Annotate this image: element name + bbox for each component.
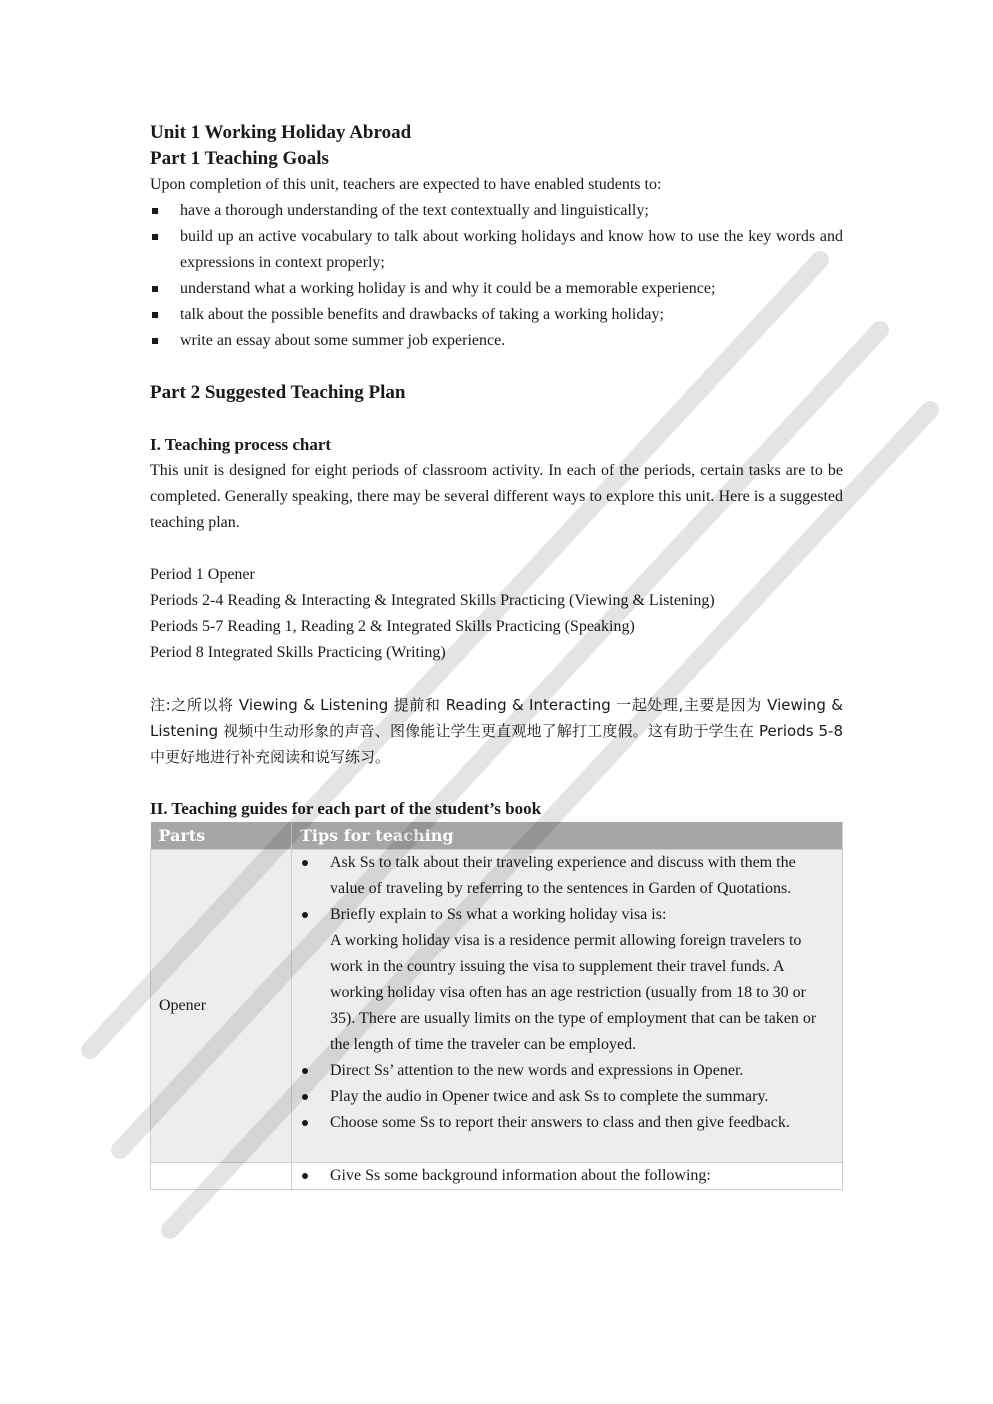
tips-cell bbox=[292, 850, 843, 1163]
section2-heading: II. Teaching guides for each part of the student’s book bbox=[150, 799, 542, 818]
section1-heading: I. Teaching process chart bbox=[150, 435, 332, 454]
period-item: Period 1 Opener bbox=[150, 566, 255, 583]
document-page bbox=[150, 120, 843, 1190]
tip-emphasis: Opener bbox=[693, 1062, 740, 1079]
tip-text: . bbox=[739, 1062, 744, 1079]
teaching-guides-table bbox=[150, 822, 843, 1190]
tip-emphasis: Garden of Quotations bbox=[648, 880, 788, 897]
tip-item: Give Ss some background information about the following: bbox=[292, 1163, 832, 1189]
visa-definition: A working holiday visa is a residence permit allowing foreign travelers to work in the country issuing the visa to supplement their travel funds. A working holiday visa often has an age restriction (usually from 18 to 30 or 35). There are usually limits on the type of employment that can be taken or the length of time the traveler can be employed. bbox=[330, 932, 817, 1053]
table-row bbox=[151, 850, 843, 1163]
table-row bbox=[151, 1163, 843, 1190]
goals-intro: Upon completion of this unit, teachers are expected to have enabled students to: bbox=[150, 176, 662, 193]
table-header-row bbox=[151, 822, 843, 850]
tips-list bbox=[292, 850, 832, 928]
tip-text: . bbox=[787, 880, 792, 897]
teaching-goals-list bbox=[150, 198, 843, 354]
tip-text: Play the audio in bbox=[330, 1088, 442, 1105]
chinese-note: 注:之所以将 Viewing & Listening 提前和 Reading & Interacting 一起处理,主要是因为 Viewing & Listening 视频中生动形象的声音、图像能让学生更直观地了解打工度假。这有助于学生在 Periods 5-8 中更好地进行补充阅读和说写练习。 bbox=[150, 696, 843, 766]
period-item: Periods 5-7 Reading 1, Reading 2 & Integrated Skills Practicing (Speaking) bbox=[150, 618, 635, 635]
period-item: Periods 2-4 Reading & Interacting & Integrated Skills Practicing (Viewing & Listening) bbox=[150, 592, 715, 609]
tip-item bbox=[292, 850, 832, 902]
tips-list bbox=[292, 1163, 832, 1189]
tip-emphasis: Opener bbox=[441, 1088, 490, 1105]
goal-item: build up an active vocabulary to talk about working holidays and know how to use the key words and expressions in context properly; bbox=[150, 224, 843, 276]
goal-item: talk about the possible benefits and drawbacks of taking a working holiday; bbox=[150, 302, 843, 328]
goal-item: understand what a working holiday is and why it could be a memorable experience; bbox=[150, 276, 843, 302]
tip-text: twice and ask Ss to complete the summary. bbox=[489, 1088, 769, 1105]
unit-title: Unit 1 Working Holiday Abroad bbox=[150, 122, 412, 143]
section1-paragraph: This unit is designed for eight periods of classroom activity. In each of the periods, certain tasks are to be completed. Generally speaking, there may be several different ways to explore this unit. Here is a suggested teaching plan. bbox=[150, 462, 843, 531]
goal-item: write an essay about some summer job experience. bbox=[150, 328, 843, 354]
tip-item bbox=[292, 1084, 832, 1110]
tip-item: Choose some Ss to report their answers to class and then give feedback. bbox=[292, 1110, 832, 1136]
period-item: Period 8 Integrated Skills Practicing (Writing) bbox=[150, 644, 446, 661]
tips-list bbox=[292, 1058, 832, 1136]
part-cell bbox=[151, 1163, 292, 1190]
goal-item: have a thorough understanding of the text contextually and linguistically; bbox=[150, 198, 843, 224]
part2-title: Part 2 Suggested Teaching Plan bbox=[150, 382, 406, 403]
tip-text: Ask Ss to talk about their traveling experience and discuss with them the value of traveling by referring to the sentences in bbox=[330, 854, 796, 897]
header-tips: Tips for teaching bbox=[292, 822, 843, 850]
tip-item bbox=[292, 1058, 832, 1084]
header-parts: Parts bbox=[151, 822, 292, 850]
tip-item: Briefly explain to Ss what a working holiday visa is: bbox=[292, 902, 832, 928]
part-cell: Opener bbox=[151, 850, 292, 1163]
part1-title: Part 1 Teaching Goals bbox=[150, 148, 329, 169]
tips-cell bbox=[292, 1163, 843, 1190]
tip-text: Direct Ss’ attention to the new words and expressions in bbox=[330, 1062, 694, 1079]
